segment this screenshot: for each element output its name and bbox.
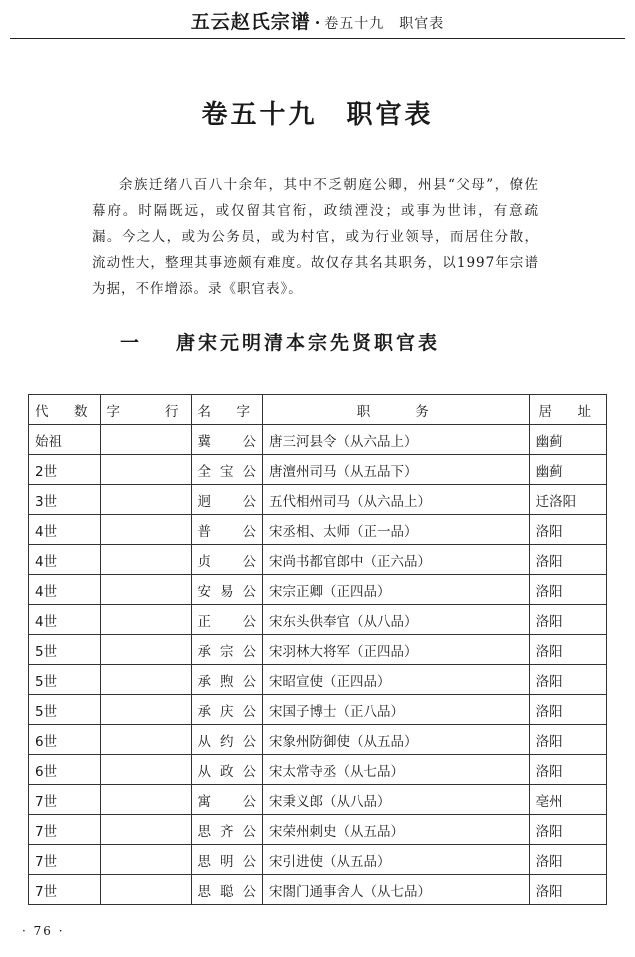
title-separator: · — [314, 13, 321, 32]
running-section: 卷五十九 职官表 — [324, 16, 445, 32]
cell-office: 五代相州司马（从六品上） — [263, 485, 530, 515]
cell-name: 承煦公 — [191, 665, 263, 695]
cell-office: 宋丞相、太师（正一品） — [263, 515, 530, 545]
section-number: 一 — [120, 332, 143, 354]
header-name: 名 字 — [191, 395, 263, 425]
cell-generation: 7世 — [29, 785, 101, 815]
cell-courtesy-rank — [100, 455, 191, 485]
cell-generation: 6世 — [29, 725, 101, 755]
cell-name: 从政公 — [191, 755, 263, 785]
cell-office: 宋象州防御使（从五品） — [263, 725, 530, 755]
cell-courtesy-rank — [100, 665, 191, 695]
cell-office: 唐三河县令（从六品上） — [263, 425, 530, 455]
cell-generation: 4世 — [29, 575, 101, 605]
official-posts-table — [28, 394, 607, 905]
cell-courtesy-rank — [100, 815, 191, 845]
cell-name: 从约公 — [191, 725, 263, 755]
cell-residence: 洛阳 — [529, 575, 606, 605]
cell-residence: 洛阳 — [529, 815, 606, 845]
cell-courtesy-rank — [100, 875, 191, 905]
cell-office: 宋尚书都官郎中（正六品） — [263, 545, 530, 575]
table-row — [29, 635, 607, 665]
cell-generation: 5世 — [29, 635, 101, 665]
cell-generation: 3世 — [29, 485, 101, 515]
cell-residence: 洛阳 — [529, 515, 606, 545]
cell-office: 宋宗正卿（正四品） — [263, 575, 530, 605]
cell-generation: 7世 — [29, 845, 101, 875]
table-row — [29, 695, 607, 725]
cell-residence: 迁洛阳 — [529, 485, 606, 515]
table-row — [29, 575, 607, 605]
cell-residence: 亳州 — [529, 785, 606, 815]
cell-name: 寓公 — [191, 785, 263, 815]
cell-generation: 2世 — [29, 455, 101, 485]
table-row — [29, 755, 607, 785]
header-courtesy-rank: 字 行 — [100, 395, 191, 425]
cell-courtesy-rank — [100, 635, 191, 665]
table-row — [29, 665, 607, 695]
cell-residence: 洛阳 — [529, 545, 606, 575]
cell-name: 思明公 — [191, 845, 263, 875]
cell-office: 宋閤门通事舍人（从七品） — [263, 875, 530, 905]
table-row — [29, 485, 607, 515]
page-title: 卷五十九 职官表 — [201, 100, 434, 130]
cell-name: 正公 — [191, 605, 263, 635]
table-header-row — [29, 395, 607, 425]
cell-generation: 4世 — [29, 545, 101, 575]
cell-office: 宋太常寺丞（从七品） — [263, 755, 530, 785]
cell-generation: 7世 — [29, 815, 101, 845]
cell-name: 贞公 — [191, 545, 263, 575]
table-row — [29, 815, 607, 845]
table-row — [29, 455, 607, 485]
cell-name: 冀公 — [191, 425, 263, 455]
running-head — [10, 8, 625, 39]
cell-office: 宋东头供奉官（从八品） — [263, 605, 530, 635]
cell-residence: 洛阳 — [529, 725, 606, 755]
cell-courtesy-rank — [100, 845, 191, 875]
cell-generation: 5世 — [29, 695, 101, 725]
cell-courtesy-rank — [100, 695, 191, 725]
cell-residence: 洛阳 — [529, 665, 606, 695]
cell-residence: 洛阳 — [529, 845, 606, 875]
cell-name: 安易公 — [191, 575, 263, 605]
cell-courtesy-rank — [100, 725, 191, 755]
cell-courtesy-rank — [100, 515, 191, 545]
cell-residence: 洛阳 — [529, 755, 606, 785]
header-office: 职 务 — [263, 395, 530, 425]
cell-generation: 4世 — [29, 605, 101, 635]
header-residence: 居 址 — [529, 395, 606, 425]
table-row — [29, 845, 607, 875]
cell-office: 宋国子博士（正八品） — [263, 695, 530, 725]
cell-name: 全宝公 — [191, 455, 263, 485]
cell-generation: 6世 — [29, 755, 101, 785]
cell-courtesy-rank — [100, 785, 191, 815]
table-row — [29, 875, 607, 905]
cell-residence: 幽蓟 — [529, 455, 606, 485]
cell-residence: 洛阳 — [529, 695, 606, 725]
cell-residence: 幽蓟 — [529, 425, 606, 455]
cell-courtesy-rank — [100, 545, 191, 575]
page-number: · 76 · — [22, 924, 65, 938]
cell-name: 普公 — [191, 515, 263, 545]
cell-name: 承宗公 — [191, 635, 263, 665]
cell-office: 宋引进使（从五品） — [263, 845, 530, 875]
table-row — [29, 725, 607, 755]
cell-generation: 始祖 — [29, 425, 101, 455]
section-heading — [120, 328, 440, 355]
cell-office: 宋秉义郎（从八品） — [263, 785, 530, 815]
genealogy-title: 五云赵氏宗谱 — [190, 11, 311, 33]
section-title: 唐宋元明清本宗先贤职官表 — [176, 332, 441, 354]
header-generation: 代 数 — [29, 395, 101, 425]
cell-courtesy-rank — [100, 575, 191, 605]
cell-office: 宋羽林大将军（正四品） — [263, 635, 530, 665]
cell-name: 承庆公 — [191, 695, 263, 725]
cell-courtesy-rank — [100, 605, 191, 635]
table-row — [29, 545, 607, 575]
cell-courtesy-rank — [100, 425, 191, 455]
cell-residence: 洛阳 — [529, 875, 606, 905]
cell-courtesy-rank — [100, 755, 191, 785]
table-row — [29, 785, 607, 815]
cell-office: 唐澶州司马（从五品下） — [263, 455, 530, 485]
cell-generation: 5世 — [29, 665, 101, 695]
cell-generation: 7世 — [29, 875, 101, 905]
intro-paragraph: 余族迁绪八百八十余年，其中不乏朝庭公卿，州县“父母”，僚佐幕府。时隔既远，或仅留其官衔，政绩湮没；或事为世讳，有意疏漏。今之人，或为公务员，或为村官，或为行业领导，而居住分散，流动性大，整理其事迹颇有难度。故仅存其名其职务，以1997年宗谱为据，不作增添。录《职官表》。 — [92, 177, 539, 297]
table-row — [29, 515, 607, 545]
cell-residence: 洛阳 — [529, 605, 606, 635]
cell-residence: 洛阳 — [529, 635, 606, 665]
cell-courtesy-rank — [100, 485, 191, 515]
cell-name: 思齐公 — [191, 815, 263, 845]
cell-office: 宋荣州刺史（从五品） — [263, 815, 530, 845]
cell-office: 宋昭宣使（正四品） — [263, 665, 530, 695]
cell-name: 思聪公 — [191, 875, 263, 905]
cell-name: 迥公 — [191, 485, 263, 515]
table-row — [29, 425, 607, 455]
table-row — [29, 605, 607, 635]
cell-generation: 4世 — [29, 515, 101, 545]
